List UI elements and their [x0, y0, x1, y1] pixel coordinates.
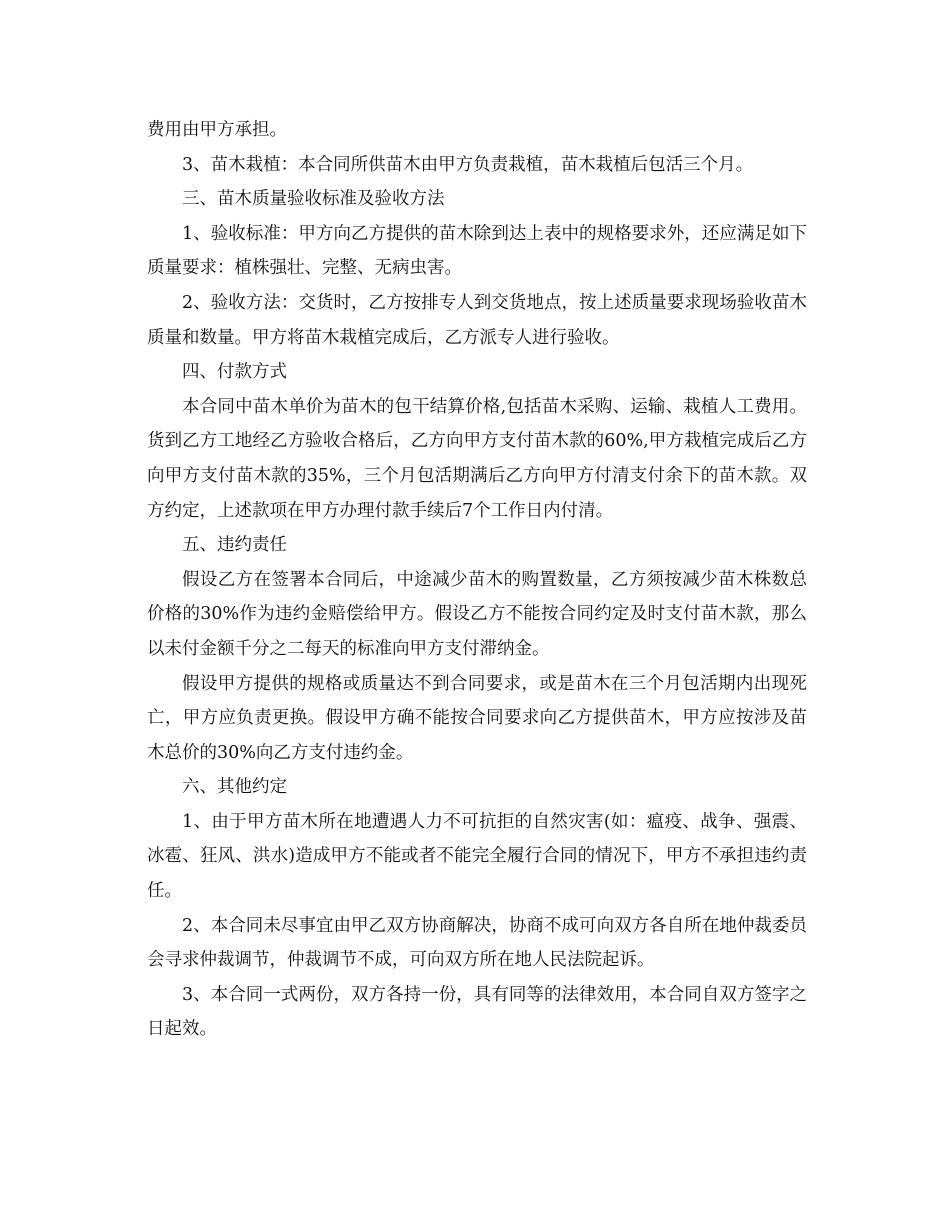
paragraph-acceptance-standard: 1、验收标准：甲方向乙方提供的苗木除到达上表中的规格要求外，还应满足如下质量要求：植株强壮、完整、无病虫害。	[147, 223, 807, 279]
paragraph-force-majeure: 1、由于甲方苗木所在地遭遇人力不可抗拒的自然灾害(如：瘟疫、战争、强震、冰雹、狂风、洪水)造成甲方不能或者不能完全履行合同的情况下，甲方不承担违约责任。	[147, 811, 807, 902]
paragraph-continuation: 费用由甲方承担。	[147, 120, 287, 140]
section-heading-liability: 五、违约责任	[182, 535, 287, 556]
paragraph-copies-effect: 3、本合同一式两份，双方各持一份，具有同等的法律效用，本合同自双方签字之日起效。	[147, 984, 807, 1040]
paragraph-planting-clause: 3、苗木栽植：本合同所供苗木由甲方负责栽植，苗木栽植后包活三个月。	[182, 154, 754, 175]
section-heading-other-terms: 六、其他约定	[182, 777, 287, 798]
paragraph-acceptance-method: 2、验收方法：交货时，乙方按排专人到交货地点，按上述质量要求现场验收苗木质量和数量。甲方将苗木栽植完成后，乙方派专人进行验收。	[147, 292, 807, 348]
paragraph-payment-terms: 本合同中苗木单价为苗木的包干结算价格,包括苗木采购、运输、栽植人工费用。货到乙方工地经乙方验收合格后，乙方向甲方支付苗木款的60%,甲方栽植完成后乙方向甲方支付苗木款的35%，三个月包活期满后乙方向甲方付清支付余下的苗木款。双方约定，上述款项在甲方办理付款手续后7个工作日内付清。	[147, 396, 807, 521]
document-body	[147, 113, 807, 1047]
section-heading-payment: 四、付款方式	[182, 362, 287, 383]
paragraph-liability-party-a: 假设甲方提供的规格或质量达不到合同要求，或是苗木在三个月包活期内出现死亡，甲方应负责更换。假设甲方确不能按合同要求向乙方提供苗木，甲方应按涉及苗木总价的30%向乙方支付违约金。	[147, 673, 807, 763]
paragraph-liability-party-b: 假设乙方在签署本合同后，中途减少苗木的购置数量，乙方须按减少苗木株数总价格的30%作为违约金赔偿给甲方。假设乙方不能按合同约定及时支付苗木款，那么以未付金额千分之二每天的标准向甲方支付滞纳金。	[147, 569, 807, 659]
section-heading-quality-acceptance: 三、苗木质量验收标准及验收方法	[182, 189, 445, 210]
paragraph-dispute-resolution: 2、本合同未尽事宜由甲乙双方协商解决，协商不成可向双方各自所在地仲裁委员会寻求仲裁调节，仲裁调节不成，可向双方所在地人民法院起诉。	[147, 915, 807, 971]
